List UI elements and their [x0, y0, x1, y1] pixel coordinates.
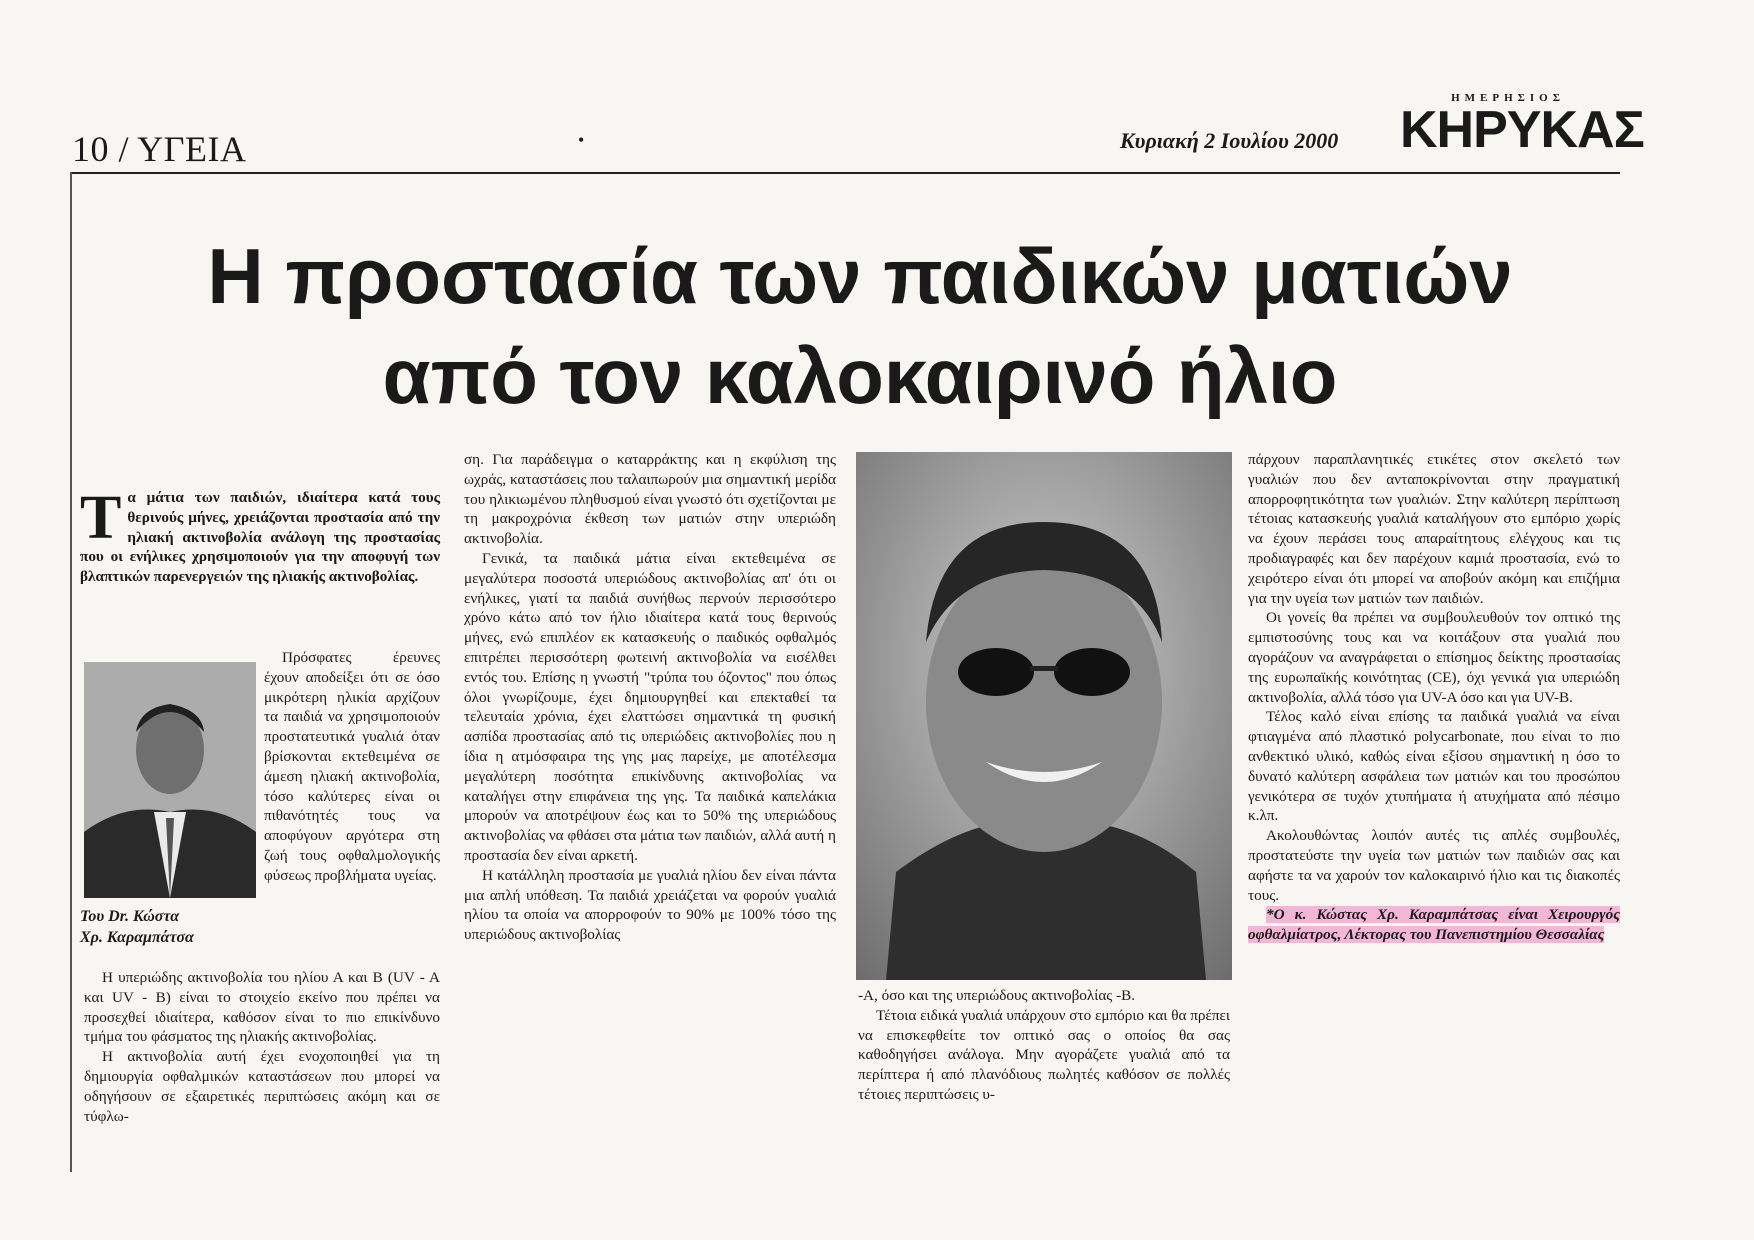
author-note-paragraph — [1248, 905, 1620, 945]
author-photo — [84, 662, 256, 898]
issue-date: Κυριακή 2 Ιουλίου 2000 — [1120, 128, 1339, 153]
section-label: 10 / ΥΓΕΙΑ — [72, 129, 247, 169]
byline-line-2: Χρ. Καραμπάτσα — [80, 929, 194, 946]
column-2 — [464, 450, 836, 945]
headline-line-1: Η προστασία των παιδικών ματιών — [207, 232, 1513, 320]
lead-text: α μάτια των παιδιών, ιδιαίτερα κατά τους θερινούς μήνες, χρειάζονται προστασία από την ηλιακή ακτινοβολία ανάλογη της προστασίας που οι ενήλικες χρησιμοποιούν για την αποφυγή των βλαπτικών παρενεργειών της ηλιακής ακτινοβολίας. — [80, 489, 440, 586]
column-4-paragraph-2: Οι γονείς θα πρέπει να συμβουλευθούν τον οπτικό της εμπιστοσύνης τους και να κοιτάξουν στα γυαλιά που αγοράζουν να αναγράφεται ο επίσημος δείκτης προστασίας της ευρωπαϊκής κοινότητας (CE), όχι γενικά για υπεριώδη ακτινοβολία, αλλά τόσο για UV-A όσο και για UV-B. — [1248, 609, 1620, 706]
column-1-paragraph-1: Πρόσφατες έρευνες έχουν αποδείξει ότι σε όσο μικρότερη ηλικία αρχίζουν τα παιδιά να χρησιμοποιούν προστατευτικά γυαλιά όταν βρίσκονται εκτεθειμένα σε άμεση ηλιακή ακτινοβολία, τόσο καλύτερες είναι οι πιθανότητές τους να αποφύγουν αργότερα στη ζωή τους οφθαλμολογικής φύσεως προβλήματα υγείας. — [264, 649, 440, 884]
column-1-paragraph-2: Η υπεριώδης ακτινοβολία του ηλίου Α και Β (UV - A και UV - B) είναι το στοιχείο εκείνο που πρέπει να προσεχθεί ιδιαίτερα, καθόσον είναι το πιο επικίνδυνο τμήμα του φάσματος της ηλιακής ακτινοβολίας. — [84, 969, 440, 1046]
column-2-paragraph-3: Η κατάλληλη προστασία με γυαλιά ηλίου δεν είναι πάντα μια απλή υπόθεση. Τα παιδιά χρειάζεται να φορούν γυαλιά ηλίου τα οποία να απορροφούν το 90% με 100% τόσο της υπεριώδους ακτινοβολίας — [464, 866, 836, 944]
column-4-paragraph-3: Τέλος καλό είναι επίσης τα παιδικά γυαλιά να είναι φτιαγμένα από πλαστικό polycarbonate, που είναι το πιο ανθεκτικό υλικό, καθώς είναι εξίσου σημαντική η όσο το δυνατό καλύτερη ασφάλεια των ματιών και του προσώπου γενικότερα σε τυχόν χτυπήματα ή ατυχήματα από πέσιμο κ.λπ. — [1248, 708, 1620, 825]
article-headline — [110, 226, 1610, 426]
byline — [80, 906, 250, 948]
author-note: *Ο κ. Κώστας Χρ. Καραμπάτσας είναι Χειρουργός οφθαλμίατρος, Λέκτορας του Πανεπιστημίου Θεσσαλίας — [1248, 906, 1620, 944]
headline-line-2: από τον καλοκαιρινό ήλιο — [382, 332, 1338, 420]
header-rule — [70, 172, 1620, 174]
column-1-paragraph-3: Η ακτινοβολία αυτή έχει ενοχοποιηθεί για τη δημιουργία οφθαλμικών καταστάσεων που μπορεί να οδηγήσουν σε εξαιρετικές περιπτώσεις ακόμη και σε τύφλω- — [84, 1048, 440, 1125]
dot-mark: • — [578, 130, 585, 150]
column-2-paragraph-2: Γενικά, τα παιδικά μάτια είναι εκτεθειμένα σε μεγαλύτερα ποσοστά υπεριώδους ακτινοβολίας απ' ότι οι ενήλικες, γιατί τα παιδιά συνήθως περνούν περισσότερο χρόνο κάτω από τον ήλιο ιδιαίτερα κατά τους θερινούς μήνες, ενώ επιπλέον εκ κατασκευής ο παιδικός οφθαλμός επιτρέπει περισσότερη φωτεινή ακτινοβολία να εισέλθει εντός του. Επίσης η γνωστή "τρύπα του όζοντος" που όπως όλοι γνωρίζουμε, έχει δημιουργηθεί και επεκταθεί τα τελευταία χρόνια, έχει ελαττώσει σημαντικά τη φυσική ασπίδα προστασίας από τις υπεριώδεις ακτινοβολίες που η ίδια η ατμόσφαιρα της γης μας παρείχε, με αποτέλεσμα μεγαλύτερη ποσότητα επικίνδυνης ακτινοβολίας να καταλήγει στην επιφάνεια της γης. Τα παιδικά καπελάκια μπορούν να αποτρέψουν έως και το 50% της υπεριώδους ακτινοβολίας να φθάσει στα μάτια των παιδιών, αλλά αυτή η προστασία δεν είναι αρκετή. — [464, 549, 836, 864]
column-1-beside-photo — [264, 648, 440, 886]
column-3-paragraph-2: Τέτοια ειδικά γυαλιά υπάρχουν στο εμπόριο και θα πρέπει να επισκεφθείτε τον οπτικό σας ο οποίος θα σας καθοδηγήσει ανάλογα. Μην αγοράζετε γυαλιά από τα περίπτερα ή από πλανόδιους πωλητές καθόσον σε πολλές τέτοιες περιπτώσεις υ- — [858, 1006, 1230, 1103]
column-1-bottom — [84, 968, 440, 1126]
column-4 — [1248, 450, 1620, 945]
lead-paragraph — [80, 484, 440, 587]
drop-cap: Τ — [80, 484, 122, 552]
column-3 — [858, 986, 1230, 1105]
left-border — [70, 172, 72, 1172]
child-photo — [856, 452, 1232, 980]
column-1 — [80, 484, 440, 587]
column-2-paragraph-1: ση. Για παράδειγμα ο καταρράκτης και η εκφύλιση της ωχράς, καταστάσεις που ταλαιπωρούν μια σημαντική μερίδα του ηλικιωμένου πληθυσμού είναι γνωστό ότι σχετίζονται με τη μακροχρόνια έκθεση των ματιών στην υπεριώδη ακτινοβολία. — [464, 451, 836, 548]
byline-line-1: Του Dr. Κώστα — [80, 908, 180, 925]
column-3-paragraph-1: -Α, όσο και της υπεριώδους ακτινοβολίας -Β. — [858, 987, 1136, 1004]
masthead-subtitle: ΗΜΕΡΗΣΙΟΣ — [1451, 92, 1565, 104]
column-4-paragraph-1: πάρχουν παραπλανητικές ετικέτες στον σκελετό των γυαλιών που δεν ανταποκρίνονται στην πραγματική απορροφητικότητα των γυαλιών. Στην καλύτερη περίπτωση τέτοιας κατασκευής γυαλιά καταλήγουν στο εμπόριο χωρίς να έχουν περάσει τους απαραίτητους ελέγχους και τις προδιαγραφές και δεν παρέχουν καμιά προστασία, ενώ το χειρότερο είναι ότι μπορεί να αποβούν ακόμη και επιζήμια για την υγεία των ματιών των παιδιών. — [1248, 451, 1620, 607]
masthead — [1400, 92, 1644, 159]
masthead-title: ΚΗΡΥΚΑΣ — [1400, 101, 1644, 159]
column-4-paragraph-4: Ακολουθώντας λοιπόν αυτές τις απλές συμβουλές, προστατεύστε την υγεία των ματιών των παιδιών σας και αφήστε τα να χαρούν τον καλοκαιρινό ήλιο και τις διακοπές τους. — [1248, 827, 1620, 904]
